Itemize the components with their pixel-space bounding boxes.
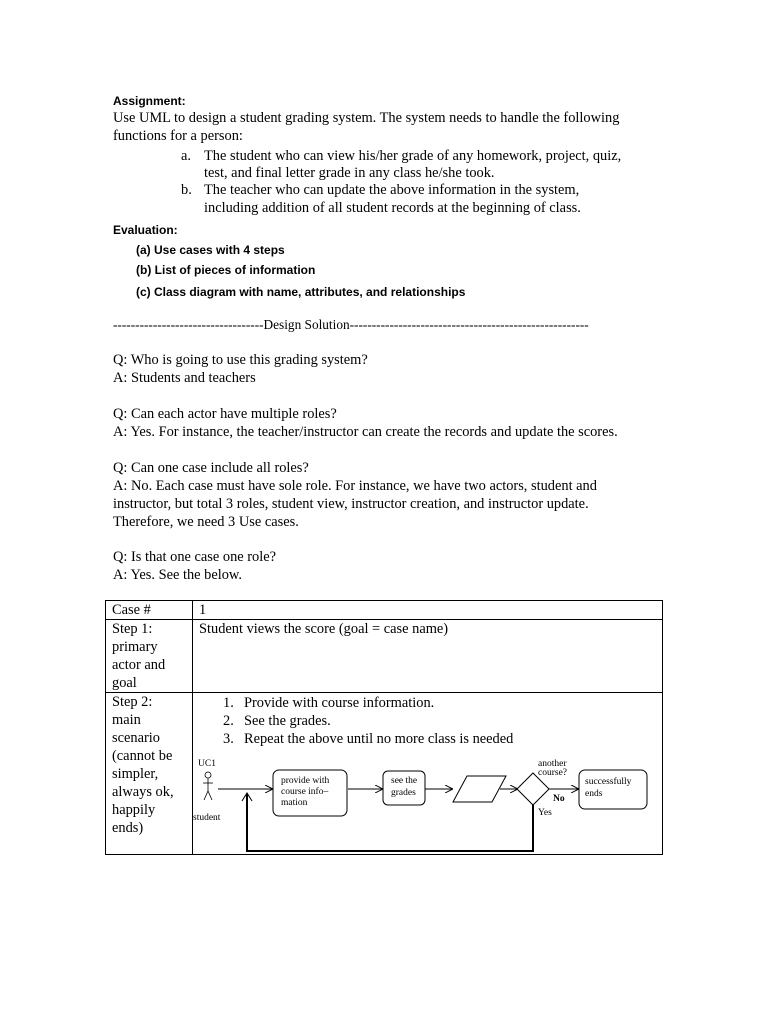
yes-label: Yes [538,808,552,818]
label-line: simpler, [112,766,159,782]
list-marker: b. [181,182,192,198]
label-line: happily [112,802,156,818]
question: Q: Can one case include all roles? [113,460,309,476]
label-line: always ok, [112,784,174,800]
answer: instructor, but total 3 roles, student view, instructor creation, and instructor update. [113,496,589,512]
label-line: (cannot be [112,748,173,764]
label-line: goal [112,675,137,691]
list-marker: a. [181,148,191,164]
question: Q: Is that one case one role? [113,549,277,565]
step-number: 1. [223,695,234,711]
activity-text: course info– [281,787,329,797]
design-solution-divider: ----------------------------------Design Solution------------------------------------------------------ [113,317,589,332]
no-label: No [553,794,565,804]
step-text: Repeat the above until no more class is needed [244,731,514,747]
actor-label: student [193,813,221,823]
list-item: The student who can view his/her grade of any homework, project, quiz, [204,148,622,164]
answer: A: Students and teachers [113,370,256,386]
list-item: including addition of all student records at the beginning of class. [204,200,581,216]
activity-text: see the [391,776,418,786]
case-number-value: 1 [193,601,663,620]
step-text: See the grades. [244,713,331,729]
step-number: 2. [223,713,234,729]
label-line: Step 1: [112,621,153,637]
list-item: test, and final letter grade in any class he/she took. [204,165,495,181]
label-line: Step 2: [112,694,153,710]
question: Q: Can each actor have multiple roles? [113,406,337,422]
list-item: The teacher who can update the above information in the system, [204,182,580,198]
evaluation-item: (b) List of pieces of information [136,263,316,277]
answer: Therefore, we need 3 Use cases. [113,514,299,530]
activity-text: mation [281,798,308,808]
step-text: Provide with course information. [244,695,435,711]
evaluation-item: (a) Use cases with 4 steps [136,243,285,257]
label-line: scenario [112,730,160,746]
evaluation-heading: Evaluation: [113,223,178,237]
case-number-label: Case # [106,601,193,620]
evaluation-item: (c) Class diagram with name, attributes, and relationships [136,285,466,299]
assignment-heading: Assignment: [113,94,186,108]
question: Q: Who is going to use this grading system? [113,352,368,368]
data-parallelogram [453,776,506,802]
label-line: primary [112,639,158,655]
activity-text: provide with [281,776,330,786]
decision-text: course? [538,768,568,778]
step-number: 3. [223,731,234,747]
uc-label: UC1 [198,759,216,769]
activity-text: ends [585,789,603,799]
assignment-intro-line: functions for a person: [113,128,243,144]
activity-text: successfully [585,777,632,787]
label-line: main [112,712,141,728]
answer: A: Yes. See the below. [113,567,242,583]
assignment-intro-line: Use UML to design a student grading system. The system needs to handle the following [113,110,620,126]
label-line: ends) [112,820,144,836]
label-line: actor and [112,657,166,673]
answer: A: Yes. For instance, the teacher/instructor can create the records and update the scores. [113,424,618,440]
student-actor-icon [203,772,213,800]
answer: A: No. Each case must have sole role. For instance, we have two actors, student and [113,478,597,494]
activity-text: grades [391,788,416,798]
decision-text: another [538,759,567,769]
step1-value: Student views the score (goal = case name) [193,620,663,693]
